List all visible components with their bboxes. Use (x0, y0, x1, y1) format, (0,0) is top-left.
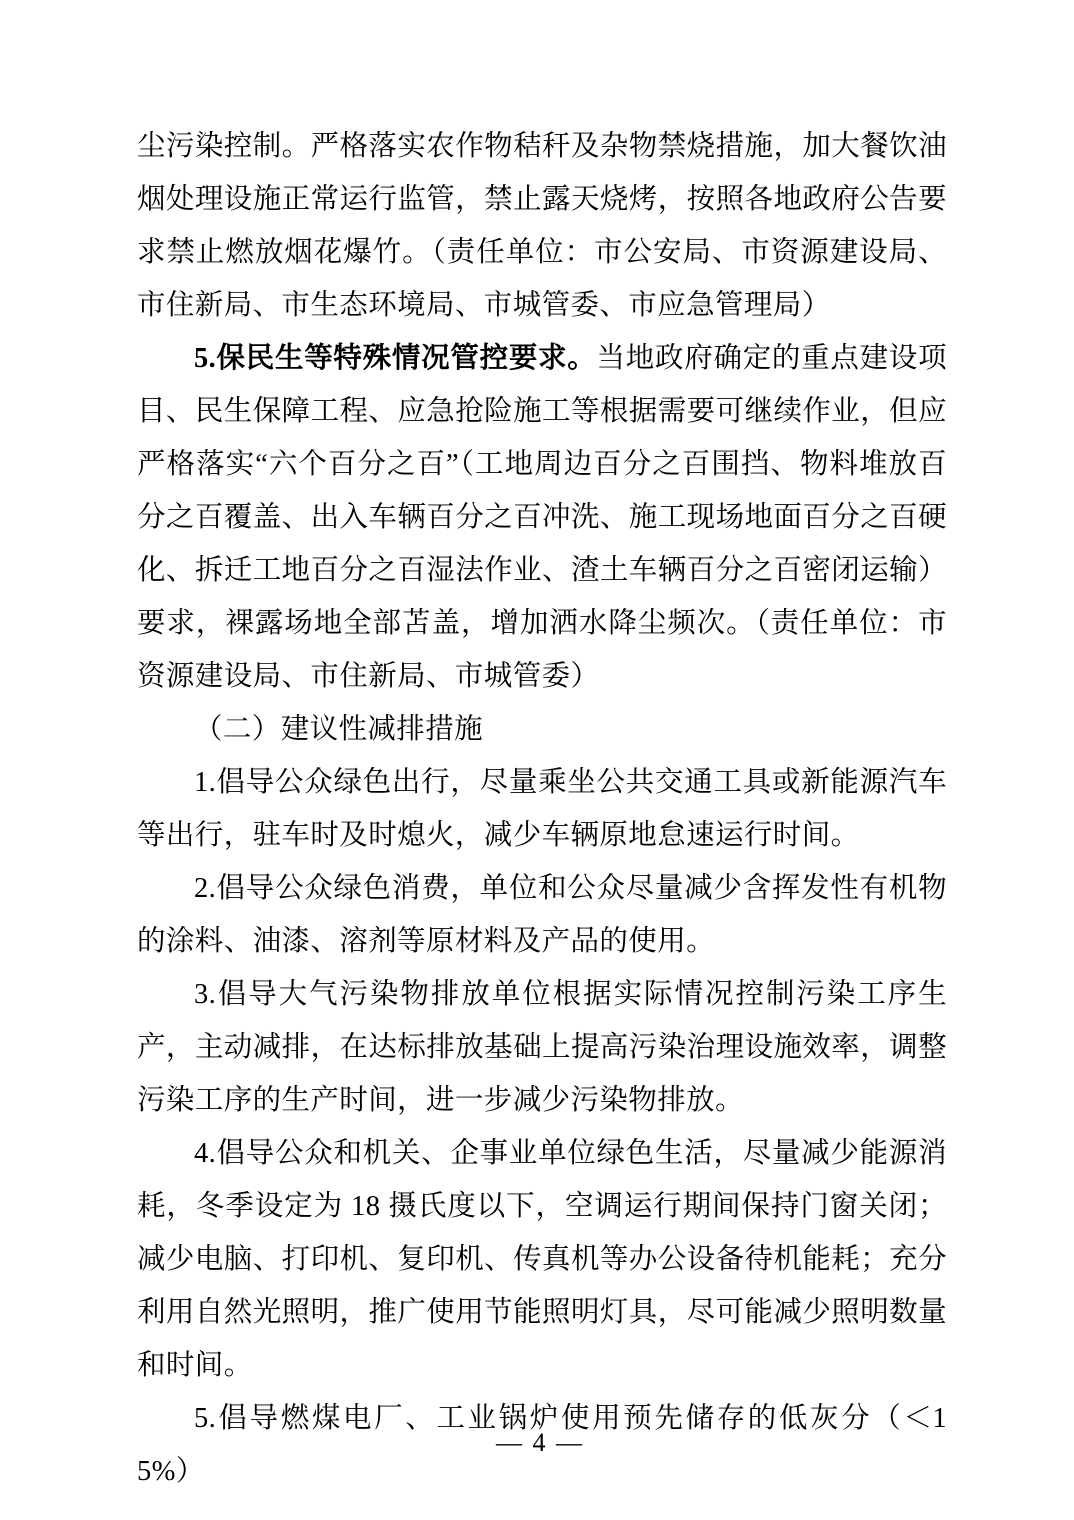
paragraph-text: 当地政府确定的重点建设项目、民生保障工程、应急抢险施工等根据需要可继续作业，但应严格落实“六个百分之百”（工地周边百分之百围挡、物料堆放百分之百覆盖、出入车辆百分之百冲洗、施工现场地面百分之百硬化、拆迁工地百分之百湿法作业、渣土车辆百分之百密闭运输）要求，裸露场地全部苫盖，增加洒水降尘频次。（责任单位：市资源建设局、市住新局、市城管委） (137, 343, 947, 692)
paragraph-text: 5.倡导燃煤电厂、工业锅炉使用预先储存的低灰分（＜15%） (137, 1403, 947, 1487)
paragraph-text: 1.倡导公众绿色出行，尽量乘坐公共交通工具或新能源汽车等出行，驻车时及时熄火，减少车辆原地怠速运行时间。 (137, 767, 947, 851)
paragraph-dust-control (137, 120, 947, 332)
paragraph-text: 4.倡导公众和机关、企事业单位绿色生活，尽量减少能源消耗，冬季设定为 18 摄氏度以下，空调运行期间保持门窗关闭；减少电脑、打印机、复印机、传真机等办公设备待机能耗；充分利用自然光照明，推广使用节能照明灯具，尽可能减少照明数量和时间。 (137, 1138, 947, 1381)
paragraph-text: 2.倡导公众绿色消费，单位和公众尽量减少含挥发性有机物的涂料、油漆、溶剂等原材料及产品的使用。 (137, 873, 947, 957)
document-body (137, 120, 947, 1498)
paragraph-item-5-livelihood (137, 332, 947, 703)
paragraph-item-2-green-consumption (137, 862, 947, 968)
section-heading-recommended-measures (137, 703, 947, 756)
page-number: — 4 — (496, 1428, 584, 1457)
paragraph-lead-bold: 5.保民生等特殊情况管控要求。 (194, 343, 597, 374)
paragraph-item-1-green-travel (137, 756, 947, 862)
page-footer (0, 1428, 1074, 1458)
paragraph-item-4-green-life (137, 1127, 947, 1392)
paragraph-text: 3.倡导大气污染物排放单位根据实际情况控制污染工序生产，主动减排，在达标排放基础上提高污染治理设施效率，调整污染工序的生产时间，进一步减少污染物排放。 (137, 979, 947, 1116)
paragraph-text: （二）建议性减排措施 (194, 714, 484, 745)
paragraph-text: 尘污染控制。严格落实农作物秸秆及杂物禁烧措施，加大餐饮油烟处理设施正常运行监管，禁止露天烧烤，按照各地政府公告要求禁止燃放烟花爆竹。（责任单位：市公安局、市资源建设局、市住新局、市生态环境局、市城管委、市应急管理局） (137, 131, 947, 321)
paragraph-item-3-emission-units (137, 968, 947, 1127)
